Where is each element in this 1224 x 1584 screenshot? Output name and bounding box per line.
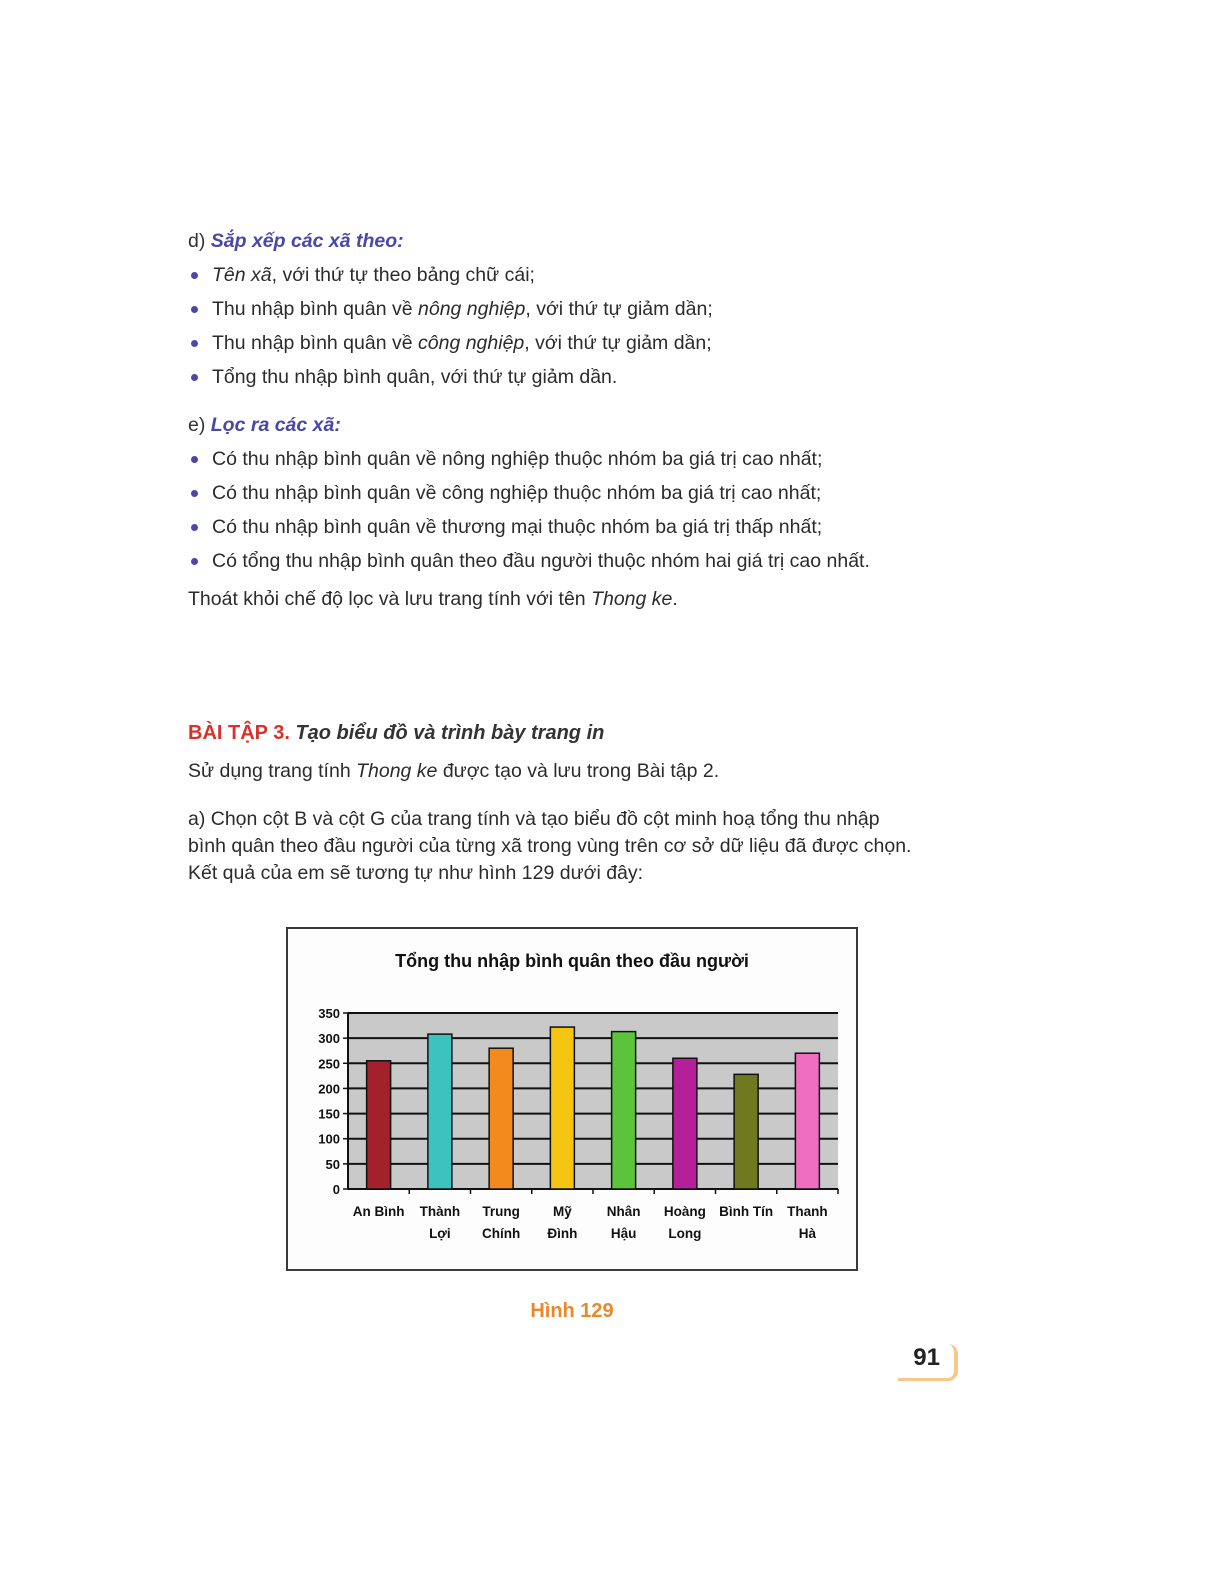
x-tick-label: Long xyxy=(668,1226,702,1241)
item-post: , với thứ tự theo bảng chữ cái; xyxy=(271,264,535,286)
section-d-list xyxy=(188,258,988,394)
bar xyxy=(673,1058,697,1189)
bar xyxy=(489,1048,513,1189)
list-item: Có thu nhập bình quân về công nghiệp thuộc nhóm ba giá trị cao nhất; xyxy=(188,476,988,510)
x-tick-label: Hậu xyxy=(610,1226,637,1241)
task-line: bình quân theo đầu người của từng xã trong vùng trên cơ sở dữ liệu đã được chọn. xyxy=(188,835,912,857)
section-d-title: Sắp xếp các xã theo: xyxy=(210,230,404,252)
section-e-prefix: e) xyxy=(188,414,206,436)
exercise3-heading xyxy=(188,718,604,748)
y-tick-label: 250 xyxy=(318,1056,340,1072)
page-number: 91 xyxy=(913,1344,940,1371)
x-tick-label: Trung xyxy=(482,1204,520,1219)
section-d-heading xyxy=(188,224,988,258)
section-e-title: Lọc ra các xã: xyxy=(210,414,341,436)
x-tick-label: Hoàng xyxy=(663,1204,706,1219)
item-em: công nghiệp xyxy=(418,332,525,354)
item-em: Tên xã xyxy=(212,264,272,286)
y-tick-label: 150 xyxy=(318,1106,340,1122)
list-item: Có tổng thu nhập bình quân theo đầu người thuộc nhóm hai giá trị cao nhất. xyxy=(188,544,988,578)
section-e-list xyxy=(188,442,988,578)
task-line: a) Chọn cột B và cột G của trang tính và tạo biểu đồ cột minh hoạ tổng thu nhập xyxy=(188,808,880,830)
page-number-tab xyxy=(898,1344,958,1381)
x-tick-label: Hà xyxy=(798,1226,817,1241)
list-item xyxy=(188,258,988,292)
section-e xyxy=(188,408,988,616)
x-tick-label: Chính xyxy=(482,1226,521,1241)
exercise3-label: BÀI TẬP 3. xyxy=(188,722,290,744)
x-tick-label: Nhân xyxy=(606,1204,641,1219)
list-item xyxy=(188,326,988,360)
intro-post: được tạo và lưu trong Bài tập 2. xyxy=(437,760,720,782)
task-line: Kết quả của em sẽ tương tự như hình 129 dưới đây: xyxy=(188,862,644,884)
exercise3-title: Tạo biểu đồ và trình bày trang in xyxy=(295,722,605,744)
intro-em: Thong ke xyxy=(356,760,438,782)
list-item: Có thu nhập bình quân về nông nghiệp thuộc nhóm ba giá trị cao nhất; xyxy=(188,442,988,476)
chart-figure xyxy=(286,927,858,1271)
exit-em: Thong ke xyxy=(591,588,673,610)
list-item xyxy=(188,292,988,326)
intro-pre: Sử dụng trang tính xyxy=(188,760,357,782)
item-pre: Thu nhập bình quân về xyxy=(212,298,418,320)
chart-title: Tổng thu nhập bình quân theo đầu người xyxy=(395,951,749,971)
x-tick-label: Bình Tín xyxy=(719,1204,774,1219)
bar xyxy=(367,1061,391,1189)
list-item xyxy=(188,360,988,394)
bar xyxy=(612,1032,636,1189)
x-tick-label: Thành xyxy=(419,1204,461,1219)
list-item: Có thu nhập bình quân về thương mại thuộc nhóm ba giá trị thấp nhất; xyxy=(188,510,988,544)
bar xyxy=(795,1053,819,1189)
item-pre: Thu nhập bình quân về xyxy=(212,332,418,354)
bar xyxy=(550,1027,574,1189)
x-tick-label: An Bình xyxy=(352,1204,405,1219)
item-pre: Tổng thu nhập bình quân, với thứ tự giảm dần. xyxy=(212,366,618,388)
item-em: nông nghiệp xyxy=(418,298,526,320)
x-tick-label: Đình xyxy=(547,1226,578,1241)
plot-area xyxy=(348,1013,838,1189)
section-d xyxy=(188,224,988,394)
bar xyxy=(734,1074,758,1189)
y-tick-label: 50 xyxy=(325,1156,340,1172)
bar-chart xyxy=(288,929,856,1269)
item-post: , với thứ tự giảm dần; xyxy=(525,298,713,320)
exercise3-intro xyxy=(188,758,978,785)
y-tick-label: 0 xyxy=(332,1182,340,1197)
y-tick-label: 200 xyxy=(318,1081,340,1097)
exit-pre: Thoát khỏi chế độ lọc và lưu trang tính với tên xyxy=(188,588,592,610)
x-tick-label: Mỹ xyxy=(552,1204,572,1219)
x-tick-label: Thanh xyxy=(787,1204,828,1219)
exit-filter-text xyxy=(188,582,988,616)
section-e-heading xyxy=(188,408,988,442)
x-tick-label: Lợi xyxy=(429,1226,451,1241)
exercise3-task xyxy=(188,806,978,887)
y-tick-label: 100 xyxy=(318,1131,340,1147)
item-post: , với thứ tự giảm dần; xyxy=(524,332,712,354)
bar xyxy=(428,1034,452,1189)
y-tick-label: 350 xyxy=(318,1006,340,1021)
figure-caption: Hình 129 xyxy=(530,1300,614,1322)
section-d-prefix: d) xyxy=(188,230,206,252)
exit-post: . xyxy=(672,588,678,610)
y-tick-label: 300 xyxy=(318,1031,340,1047)
